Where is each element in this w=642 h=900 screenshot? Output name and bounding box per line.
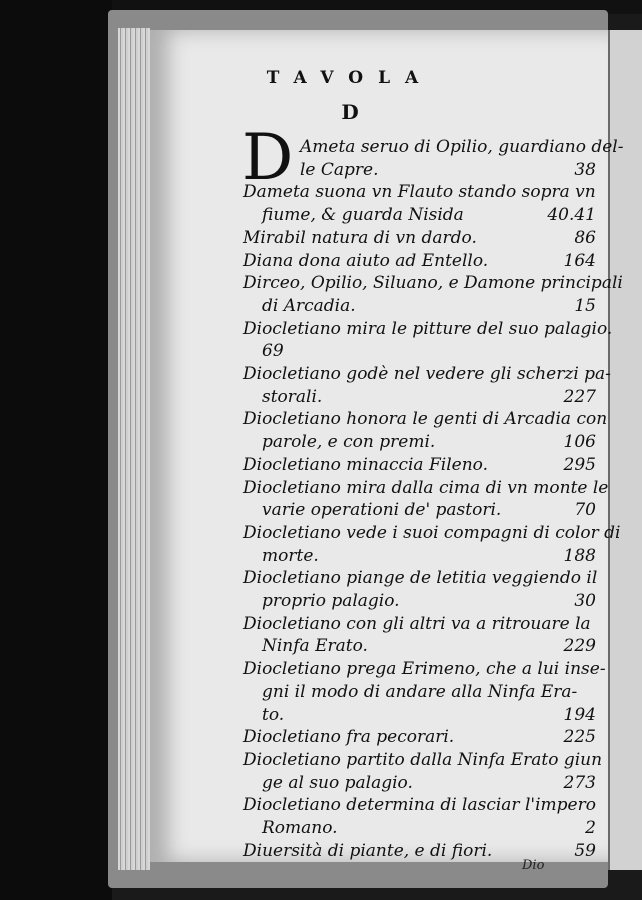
index-entry-line: Diocletiano fra pecorari.: [243, 727, 455, 748]
page-number: 188: [563, 545, 596, 566]
page-number: 295: [563, 454, 596, 475]
index-entry-line: Romano.: [262, 818, 338, 838]
page-edges: [118, 28, 150, 870]
index-entry-line: to.: [262, 704, 285, 725]
index-entry-line: di Arcadia.: [262, 295, 356, 316]
page-number: 194: [563, 704, 596, 725]
index-entry-line: proprio palagio.: [262, 591, 400, 611]
index-entry-line: Mirabil natura di vn dardo.: [243, 227, 477, 248]
index-entry-line: Diocletiano godè nel vedere gli scherzi pa-: [243, 364, 611, 384]
index-entry-line: Diocletiano piange de letitia veggiendo il: [243, 568, 598, 589]
page-number: 106: [563, 432, 596, 453]
page-number: 86: [574, 227, 596, 248]
index-entry-line: le Capre.: [300, 159, 379, 180]
index-entry-line: Diocletiano mira le pitture del suo palagio.: [243, 318, 613, 339]
index-entry-line: Dameta suona vn Flauto stando sopra vn: [243, 182, 596, 203]
index-entry-line: Diocletiano minaccia Fileno.: [243, 454, 488, 475]
page-number: 59: [574, 840, 596, 861]
index-entry-line: Diocletiano vede i suoi compagni di color di: [243, 522, 621, 543]
index-entry-line: Ameta seruo di Opilio, guardiano del-: [300, 137, 624, 157]
page-number: 70: [574, 500, 596, 521]
index-entry-line: Diocletiano determina di lasciar l'impero: [243, 795, 596, 816]
index-entry-line: storali.: [262, 386, 323, 407]
index-entry-line: Diocletiano prega Erimeno, che a lui inse-: [243, 659, 606, 680]
catchword: Dio: [522, 858, 545, 873]
index-entry-line: Diocletiano partito dalla Ninfa Erato giun: [243, 749, 603, 770]
index-entry-line: Diana dona aiuto ad Entello.: [243, 250, 489, 271]
page-number: 40.41: [547, 205, 596, 226]
index-entry-line: parole, e con premi.: [262, 432, 436, 453]
page-number: 15: [574, 295, 596, 316]
index-entry-line: ge al suo palagio.: [262, 772, 413, 793]
index-entry-line: Diocletiano honora le genti di Arcadia con: [243, 409, 608, 430]
page-number: 229: [563, 636, 596, 657]
index-entry-line: Diocletiano con gli altri va a ritrouare la: [243, 613, 591, 634]
index-entry-line: varie operationi de' pastori.: [262, 500, 502, 521]
index-entry-line: fiume, & guarda Nisida: [262, 205, 464, 226]
index-entry-line: morte.: [262, 545, 319, 566]
page-number: 227: [563, 386, 596, 407]
page-number: 273: [563, 772, 596, 793]
index-entry-line: gni il modo di andare alla Ninfa Era-: [262, 681, 578, 702]
index-entry-line: Diocletiano mira dalla cima di vn monte le: [243, 477, 609, 498]
page-number: 225: [563, 727, 596, 748]
index-entry-line: Dirceo, Opilio, Siluano, e Damone principali: [243, 273, 623, 294]
page-number: 38: [574, 159, 596, 180]
index-entry-line: 69: [262, 341, 284, 362]
page-number: 30: [574, 591, 596, 611]
background-left: [0, 0, 112, 900]
page-number: 2: [585, 818, 596, 838]
drop-cap: D: [242, 121, 294, 195]
page-number: 164: [563, 250, 596, 271]
index-entry-line: Ninfa Erato.: [262, 636, 368, 657]
page-header: TAVOLA: [266, 68, 434, 88]
index-entry-line: Diuersità di piante, e di fiori.: [243, 840, 493, 861]
section-letter: D: [341, 100, 359, 124]
